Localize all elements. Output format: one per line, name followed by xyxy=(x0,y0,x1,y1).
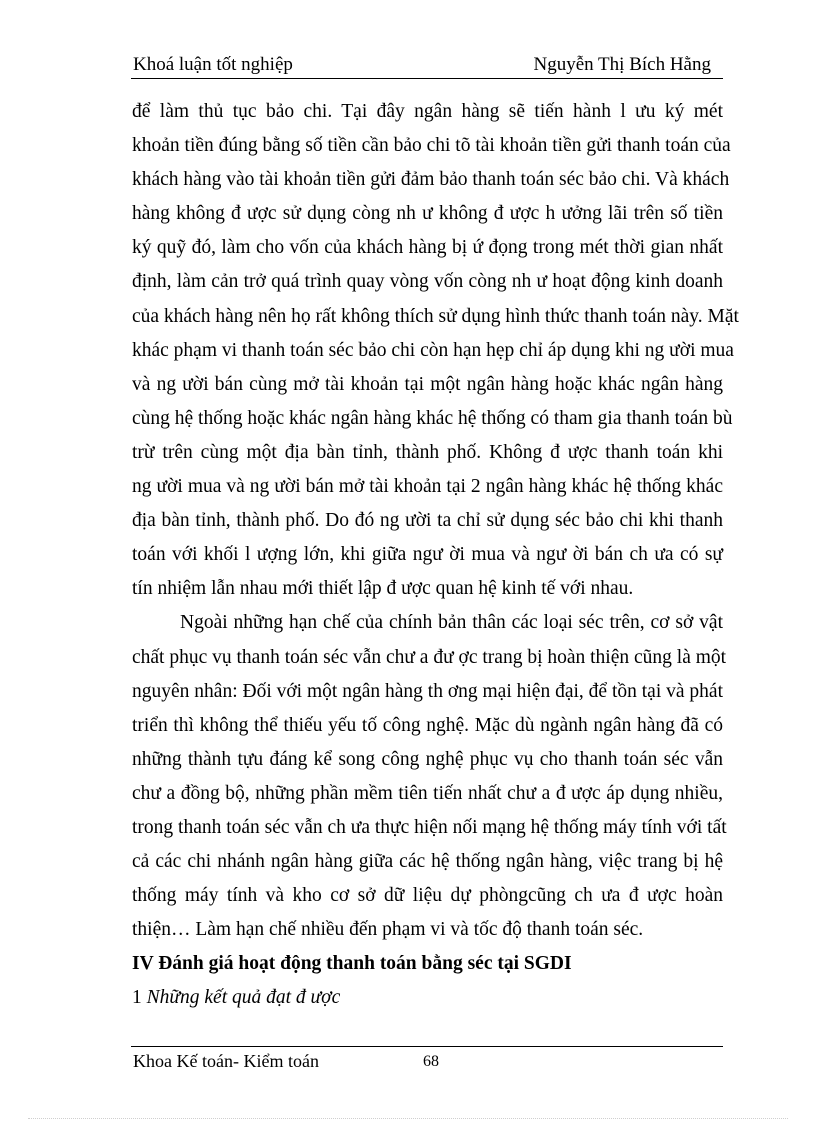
text-line: Ngoài những hạn chế của chính bản thân các loại séc trên, cơ sở vật xyxy=(180,612,723,634)
text-line: tín nhiệm lẫn nhau mới thiết lập đ ược quan hệ kinh tế với nhau. xyxy=(132,578,634,600)
text-line: trừ trên cùng một địa bàn tỉnh, thành phố. Không đ ược thanh toán khi xyxy=(132,441,723,463)
text-line: hàng không đ ược sử dụng còng nh ư không đ ược h ưởng lãi trên số tiền xyxy=(132,203,723,225)
text-line: những thành tựu đáng kể song công nghệ phục vụ cho thanh toán séc vẫn xyxy=(132,748,723,770)
text-line: thống máy tính và kho cơ sở dữ liệu dự phòngcũng ch ưa đ ược hoàn xyxy=(132,885,723,907)
text-line: ký quỹ đó, làm cho vốn của khách hàng bị ứ đọng trong mét thời gian nhất xyxy=(132,237,723,259)
text-line: khách hàng vào tài khoản tiền gửi đảm bảo thanh toán séc bảo chi. Và khách xyxy=(132,169,730,191)
text-line: nguyên nhân: Đối với một ngân hàng th ơng mại hiện đại, để tồn tại và phát xyxy=(132,680,723,702)
text-line: chất phục vụ thanh toán séc vẫn chư a đư ợc trang bị hoàn thiện cũng là một xyxy=(132,646,727,668)
subsection-number: 1 xyxy=(132,987,142,1009)
text-line: của khách hàng nên họ rất không thích sử dụng hình thức thanh toán này. Mặt xyxy=(132,305,739,327)
text-line: để làm thủ tục bảo chi. Tại đây ngân hàng sẽ tiến hành l ưu ký mét xyxy=(132,101,723,122)
header-author-name: Nguyễn Thị Bích Hằng xyxy=(533,54,711,75)
page-number: 68 xyxy=(423,1053,439,1070)
text-line: thiện… Làm hạn chế nhiều đến phạm vi và tốc độ thanh toán séc. xyxy=(132,919,644,941)
text-line: cùng hệ thống hoặc khác ngân hàng khác hệ thống có tham gia thanh toán bù xyxy=(132,407,733,429)
text-line: ng ười mua và ng ười bán mở tài khoản tại 2 ngân hàng khác hệ thống khác xyxy=(132,476,723,498)
section-heading: IV Đánh giá hoạt động thanh toán bằng séc tại SGDI xyxy=(132,953,572,975)
text-line: cả các chi nhánh ngân hàng giữa các hệ thống ngân hàng, việc trang bị hệ xyxy=(132,851,723,873)
text-line: địa bàn tỉnh, thành phố. Do đó ng ười ta chỉ sử dụng séc bảo chi khi thanh xyxy=(132,510,723,532)
text-line: khoản tiền đúng bằng số tiền cần bảo chi tõ tài khoản tiền gửi thanh toán của xyxy=(132,135,731,157)
text-line: triển thì không thể thiếu yếu tố công nghệ. Mặc dù ngành ngân hàng đã có xyxy=(132,714,723,736)
text-line: và ng ười bán cùng mở tài khoản tại một ngân hàng hoặc khác ngân hàng xyxy=(132,373,723,395)
header-thesis-label: Khoá luận tốt nghiệp xyxy=(133,54,293,75)
text-line: định, làm cản trở quá trình quay vòng vốn còng nh ư hoạt động kinh doanh xyxy=(132,271,723,293)
page-boundary-divider xyxy=(28,1118,788,1119)
subsection-heading xyxy=(132,981,723,1015)
text-line: trong thanh toán séc vẫn ch ưa thực hiện nối mạng hệ thống máy tính với tất xyxy=(132,816,727,838)
footer-department: Khoa Kế toán- Kiểm toán xyxy=(133,1051,319,1071)
text-line: chư a đồng bộ, những phần mềm tiên tiến nhất chư a đ ược áp dụng nhiều, xyxy=(132,782,723,804)
page-footer xyxy=(131,1046,723,1071)
page-header xyxy=(131,52,723,79)
subsection-title: Những kết quả đạt đ ược xyxy=(146,987,341,1009)
paragraph-2 xyxy=(132,606,727,947)
text-line: khác phạm vi thanh toán séc bảo chi còn hạn hẹp chỉ áp dụng khi ng ười mua xyxy=(132,339,734,361)
paragraph-1 xyxy=(132,95,739,606)
text-line: toán với khối l ượng lớn, khi giữa ngư ời mua và ngư ời bán ch ưa có sự xyxy=(132,544,723,566)
document-body xyxy=(132,95,739,1016)
